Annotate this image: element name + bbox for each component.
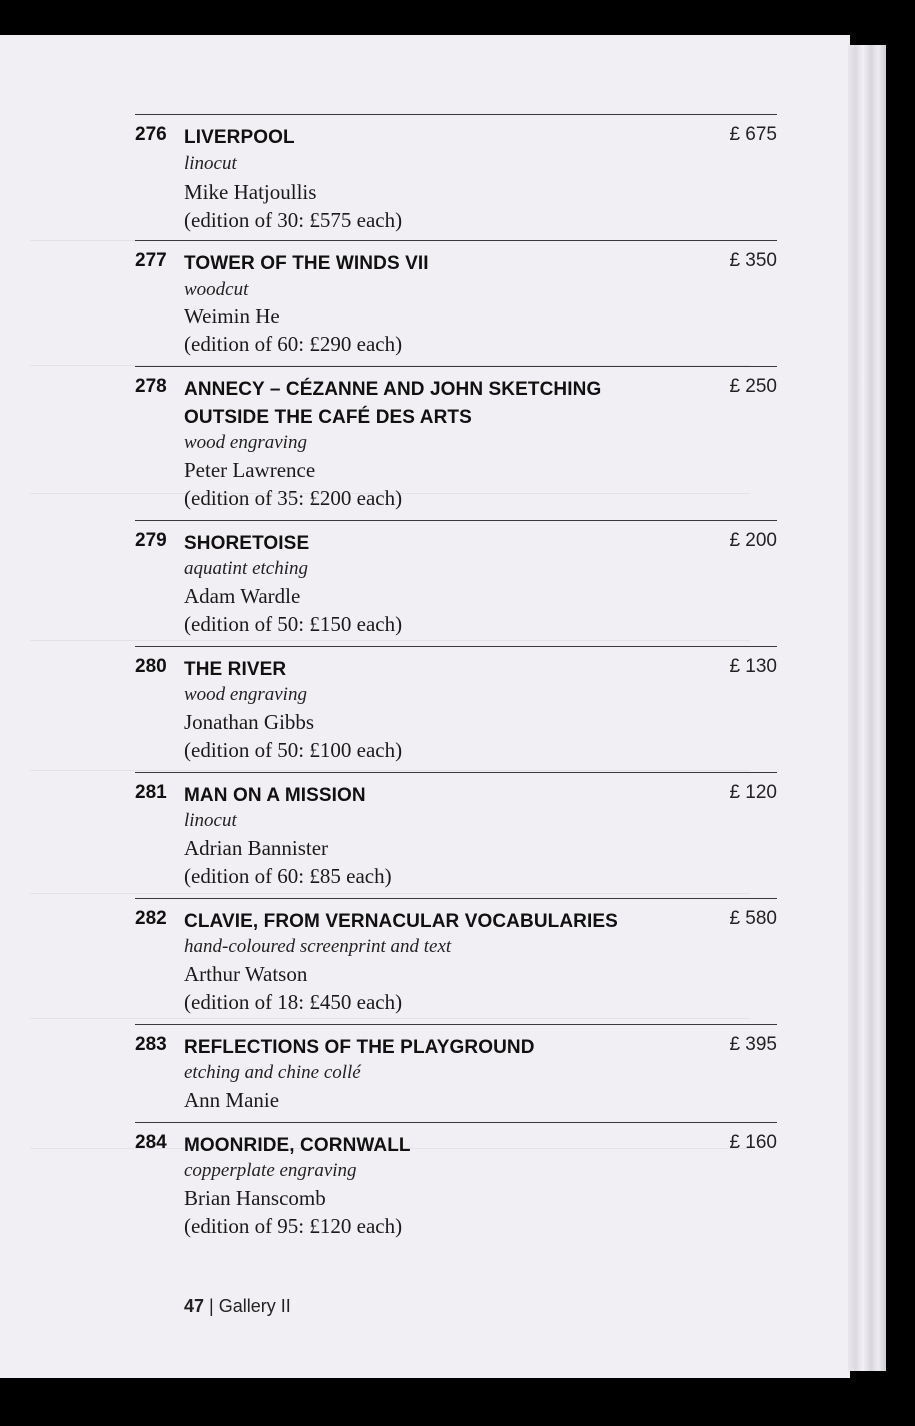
artwork-medium: wood engraving <box>184 684 307 705</box>
artwork-price: £ 395 <box>729 1034 777 1055</box>
artist-name: Weimin He <box>184 304 280 328</box>
artwork-price: £ 250 <box>729 376 777 397</box>
catalogue-entry <box>135 772 777 899</box>
catalogue-entry <box>135 898 777 1025</box>
artwork-price: £ 120 <box>729 782 777 803</box>
artwork-price: £ 200 <box>729 530 777 551</box>
artist-name: Brian Hanscomb <box>184 1186 326 1210</box>
lot-number: 282 <box>135 908 167 929</box>
edition-info: (edition of 35: £200 each) <box>184 486 403 510</box>
gallery-section: Gallery II <box>218 1296 291 1316</box>
artwork-medium: woodcut <box>184 279 249 300</box>
page-edge <box>848 45 886 1371</box>
edition-info: (edition of 50: £150 each) <box>184 612 403 636</box>
artwork-title <box>184 376 704 432</box>
artwork-title: THE RIVER <box>184 659 287 680</box>
lot-number: 280 <box>135 656 167 677</box>
page-footer <box>184 1296 291 1317</box>
artwork-title-line-1: ANNECY – CÉZANNE AND JOHN SKETCHING <box>184 379 602 400</box>
footer-separator: | <box>209 1296 214 1316</box>
catalogue-entry <box>135 520 777 647</box>
artwork-title: REFLECTIONS OF THE PLAYGROUND <box>184 1037 535 1058</box>
artwork-title-line-2: OUTSIDE THE CAFÉ DES ARTS <box>184 407 472 428</box>
catalogue-entry <box>135 646 777 773</box>
artist-name: Jonathan Gibbs <box>184 710 315 734</box>
artist-name: Adrian Bannister <box>184 836 329 860</box>
catalogue-entry <box>135 1122 777 1253</box>
artwork-medium: linocut <box>184 810 237 831</box>
artwork-title: TOWER OF THE WINDS VII <box>184 253 429 274</box>
edition-info: (edition of 50: £100 each) <box>184 738 403 762</box>
edition-info: (edition of 18: £450 each) <box>184 990 403 1014</box>
artwork-price: £ 350 <box>729 250 777 271</box>
catalogue-entry <box>135 366 777 521</box>
edition-info: (edition of 60: £290 each) <box>184 332 403 356</box>
artwork-medium: aquatint etching <box>184 558 309 579</box>
lot-number: 279 <box>135 530 167 551</box>
artwork-medium: copperplate engraving <box>184 1160 357 1181</box>
artist-name: Arthur Watson <box>184 962 308 986</box>
lot-number: 283 <box>135 1034 167 1055</box>
artwork-medium: etching and chine collé <box>184 1062 361 1083</box>
artwork-title: CLAVIE, FROM VERNACULAR VOCABULARIES <box>184 911 618 932</box>
artist-name: Mike Hatjoullis <box>184 180 317 204</box>
lot-number: 284 <box>135 1132 167 1153</box>
artwork-title: MOONRIDE, CORNWALL <box>184 1135 411 1156</box>
catalogue-entry <box>135 1024 777 1123</box>
lot-number: 278 <box>135 376 167 397</box>
artist-name: Adam Wardle <box>184 584 301 608</box>
artwork-price: £ 130 <box>729 656 777 677</box>
lot-number: 277 <box>135 250 167 271</box>
artwork-title: LIVERPOOL <box>184 127 295 148</box>
lot-number: 281 <box>135 782 167 803</box>
artist-name: Ann Manie <box>184 1088 280 1112</box>
artwork-medium: linocut <box>184 153 237 174</box>
artwork-price: £ 160 <box>729 1132 777 1153</box>
artwork-price: £ 675 <box>729 124 777 145</box>
catalogue-entry <box>135 114 777 241</box>
artwork-medium: hand-coloured screenprint and text <box>184 936 452 957</box>
page-number: 47 <box>184 1296 205 1316</box>
artwork-medium: wood engraving <box>184 432 307 453</box>
artist-name: Peter Lawrence <box>184 458 316 482</box>
artwork-price: £ 580 <box>729 908 777 929</box>
catalogue-entry <box>135 240 777 367</box>
edition-info: (edition of 30: £575 each) <box>184 208 403 232</box>
artwork-title: MAN ON A MISSION <box>184 785 366 806</box>
lot-number: 276 <box>135 124 167 145</box>
edition-info: (edition of 60: £85 each) <box>184 864 392 888</box>
edition-info: (edition of 95: £120 each) <box>184 1214 403 1238</box>
artwork-title: SHORETOISE <box>184 533 310 554</box>
